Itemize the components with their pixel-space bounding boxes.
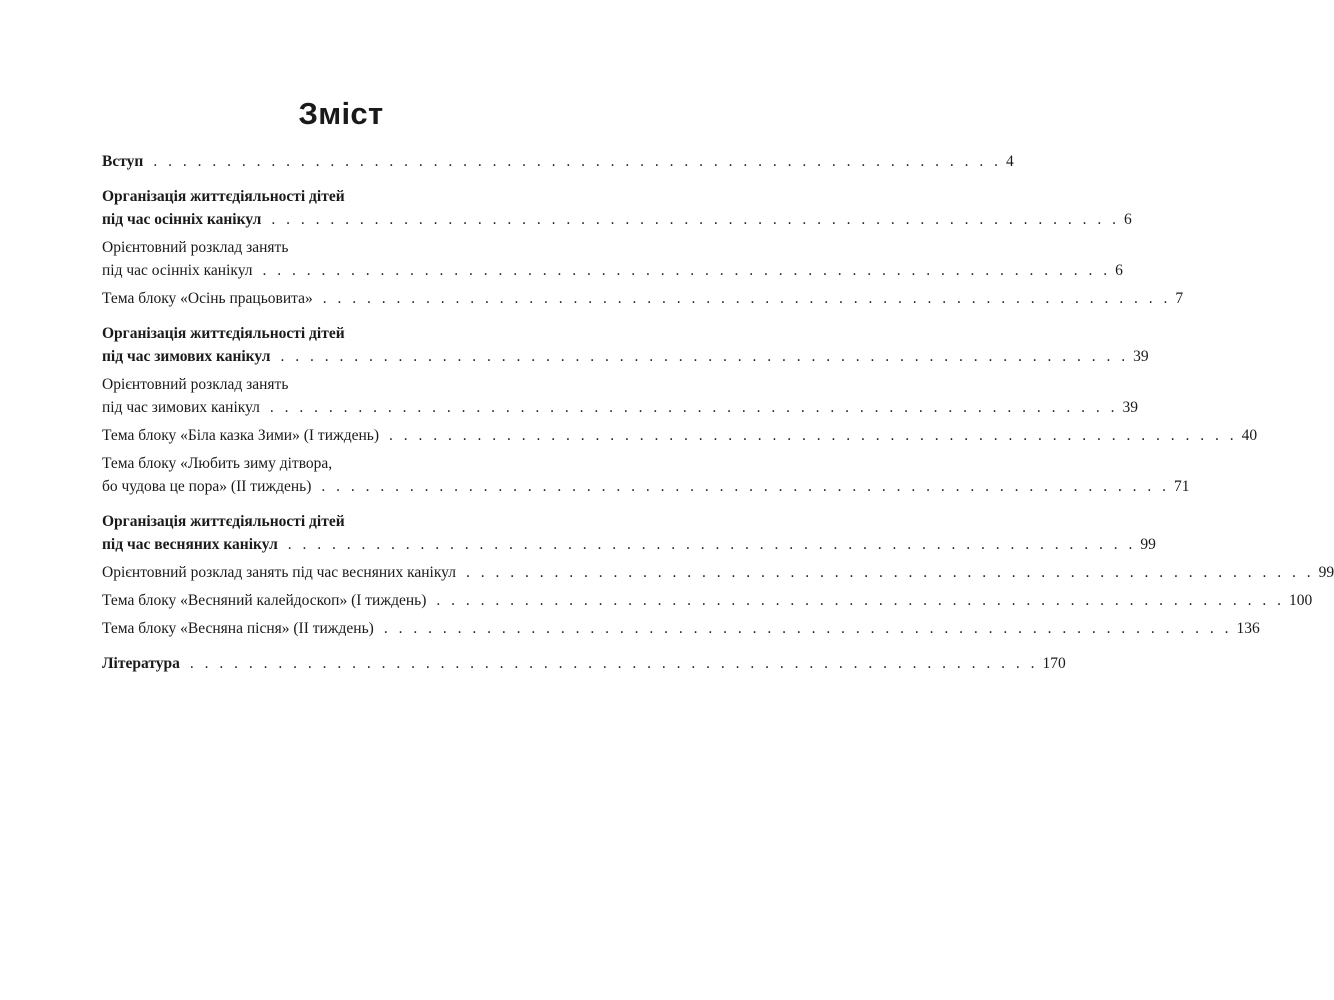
toc-page-number: 39 [1133,348,1149,365]
toc-entry-autumn-schedule[interactable] [102,236,1123,282]
toc-entry-title-line2: під час осінніх канікул [102,211,262,228]
toc-page-number: 7 [1175,290,1184,307]
dot-leader: . . . . . . . . . . . . . . . . . . . . . . . . . . . . . . . . . . . . . . . . . . . . . . . . . . . . . . . . . . [389,427,1234,444]
dot-leader: . . . . . . . . . . . . . . . . . . . . . . . . . . . . . . . . . . . . . . . . . . . . . . . . . . . . . . . . . . [287,536,1133,553]
toc-page-number: 170 [1042,655,1066,672]
toc-entry-title: Вступ [102,153,144,170]
dot-leader: . . . . . . . . . . . . . . . . . . . . . . . . . . . . . . . . . . . . . . . . . . . . . . . . . . . . . . . . . . [280,348,1126,365]
toc-entry-title-line2: бо чудова це пора» (ІІ тиждень) [102,478,312,495]
toc-page-number: 6 [1124,211,1132,228]
table-of-contents [102,150,1334,675]
dot-leader: . . . . . . . . . . . . . . . . . . . . . . . . . . . . . . . . . . . . . . . . . . . . . . . . . . . . . . . . . . [189,655,1035,672]
toc-entry-title-line2: під час осінніх канікул [102,262,253,279]
toc-entry-title: Тема блоку «Весняний калейдоскоп» (І тиждень) [102,592,427,609]
toc-page-number: 39 [1122,399,1139,416]
toc-entry-intro[interactable] [102,150,1014,173]
toc-page-number: 6 [1115,262,1123,279]
toc-entry-title-line2: під час зимових канікул [102,399,260,416]
dot-leader: . . . . . . . . . . . . . . . . . . . . . . . . . . . . . . . . . . . . . . . . . . . . . . . . . . . . . . . . . . [436,592,1281,609]
toc-entry-title-line2: під час зимових канікул [102,348,271,365]
toc-entry-spring-theme-week2[interactable] [102,617,1260,640]
toc-entry-title-line2: під час весняних канікул [102,536,278,553]
dot-leader: . . . . . . . . . . . . . . . . . . . . . . . . . . . . . . . . . . . . . . . . . . . . . . . . . . . . . . . . . . [269,399,1115,416]
toc-entry-winter-theme-week1[interactable] [102,424,1258,447]
toc-entry-winter-theme-week2[interactable] [102,452,1190,498]
dot-leader: . . . . . . . . . . . . . . . . . . . . . . . . . . . . . . . . . . . . . . . . . . . . . . . . . . . . . . . . . . [322,290,1168,307]
toc-entry-spring-schedule[interactable] [102,561,1334,584]
page-title: Зміст [298,96,384,131]
toc-page-number: 71 [1174,478,1190,495]
toc-page-number: 100 [1288,592,1313,609]
toc-entry-title: Тема блоку «Біла казка Зими» (І тиждень) [102,427,379,444]
dot-leader: . . . . . . . . . . . . . . . . . . . . . . . . . . . . . . . . . . . . . . . . . . . . . . . . . . . . . . . . . . [383,620,1229,637]
toc-entry-title-line1: Організація життєдіяльності дітей [102,188,345,205]
toc-entry-autumn-theme[interactable] [102,287,1184,310]
toc-entry-winter-schedule[interactable] [102,373,1139,419]
dot-leader: . . . . . . . . . . . . . . . . . . . . . . . . . . . . . . . . . . . . . . . . . . . . . . . . . . . . . . . . . . [262,262,1108,279]
toc-entry-autumn-organization[interactable] [102,185,1132,231]
toc-entry-spring-organization[interactable] [102,510,1156,556]
toc-entry-title-line1: Орієнтовний розклад занять [102,239,289,256]
dot-leader: . . . . . . . . . . . . . . . . . . . . . . . . . . . . . . . . . . . . . . . . . . . . . . . . . . . . . . . . . . [321,478,1166,495]
toc-page-number: 99 [1318,564,1334,581]
toc-entry-literature[interactable] [102,652,1066,675]
toc-entry-title: Література [102,655,180,672]
toc-page-number: 99 [1140,536,1156,553]
dot-leader: . . . . . . . . . . . . . . . . . . . . . . . . . . . . . . . . . . . . . . . . . . . . . . . . . . . . . . . . . . [271,211,1117,228]
toc-page-number: 4 [1005,153,1014,170]
toc-page-number: 40 [1241,427,1258,444]
toc-entry-winter-organization[interactable] [102,322,1149,368]
toc-entry-spring-theme-week1[interactable] [102,589,1313,612]
toc-entry-title-line1: Тема блоку «Любить зиму дітвора, [102,455,333,472]
toc-entry-title: Тема блоку «Весняна пісня» (ІІ тиждень) [102,620,374,637]
dot-leader: . . . . . . . . . . . . . . . . . . . . . . . . . . . . . . . . . . . . . . . . . . . . . . . . . . . . . . . . . . [153,153,998,170]
toc-page-number: 136 [1236,620,1260,637]
toc-entry-title-line1: Орієнтовний розклад занять [102,376,289,393]
toc-entry-title-line1: Організація життєдіяльності дітей [102,513,345,530]
dot-leader: . . . . . . . . . . . . . . . . . . . . . . . . . . . . . . . . . . . . . . . . . . . . . . . . . . . . . . . . . . [465,564,1311,581]
toc-entry-title-line1: Організація життєдіяльності дітей [102,325,345,342]
toc-entry-title: Тема блоку «Осінь працьовита» [102,290,313,307]
toc-entry-title: Орієнтовний розклад занять під час весняних канікул [102,564,456,581]
